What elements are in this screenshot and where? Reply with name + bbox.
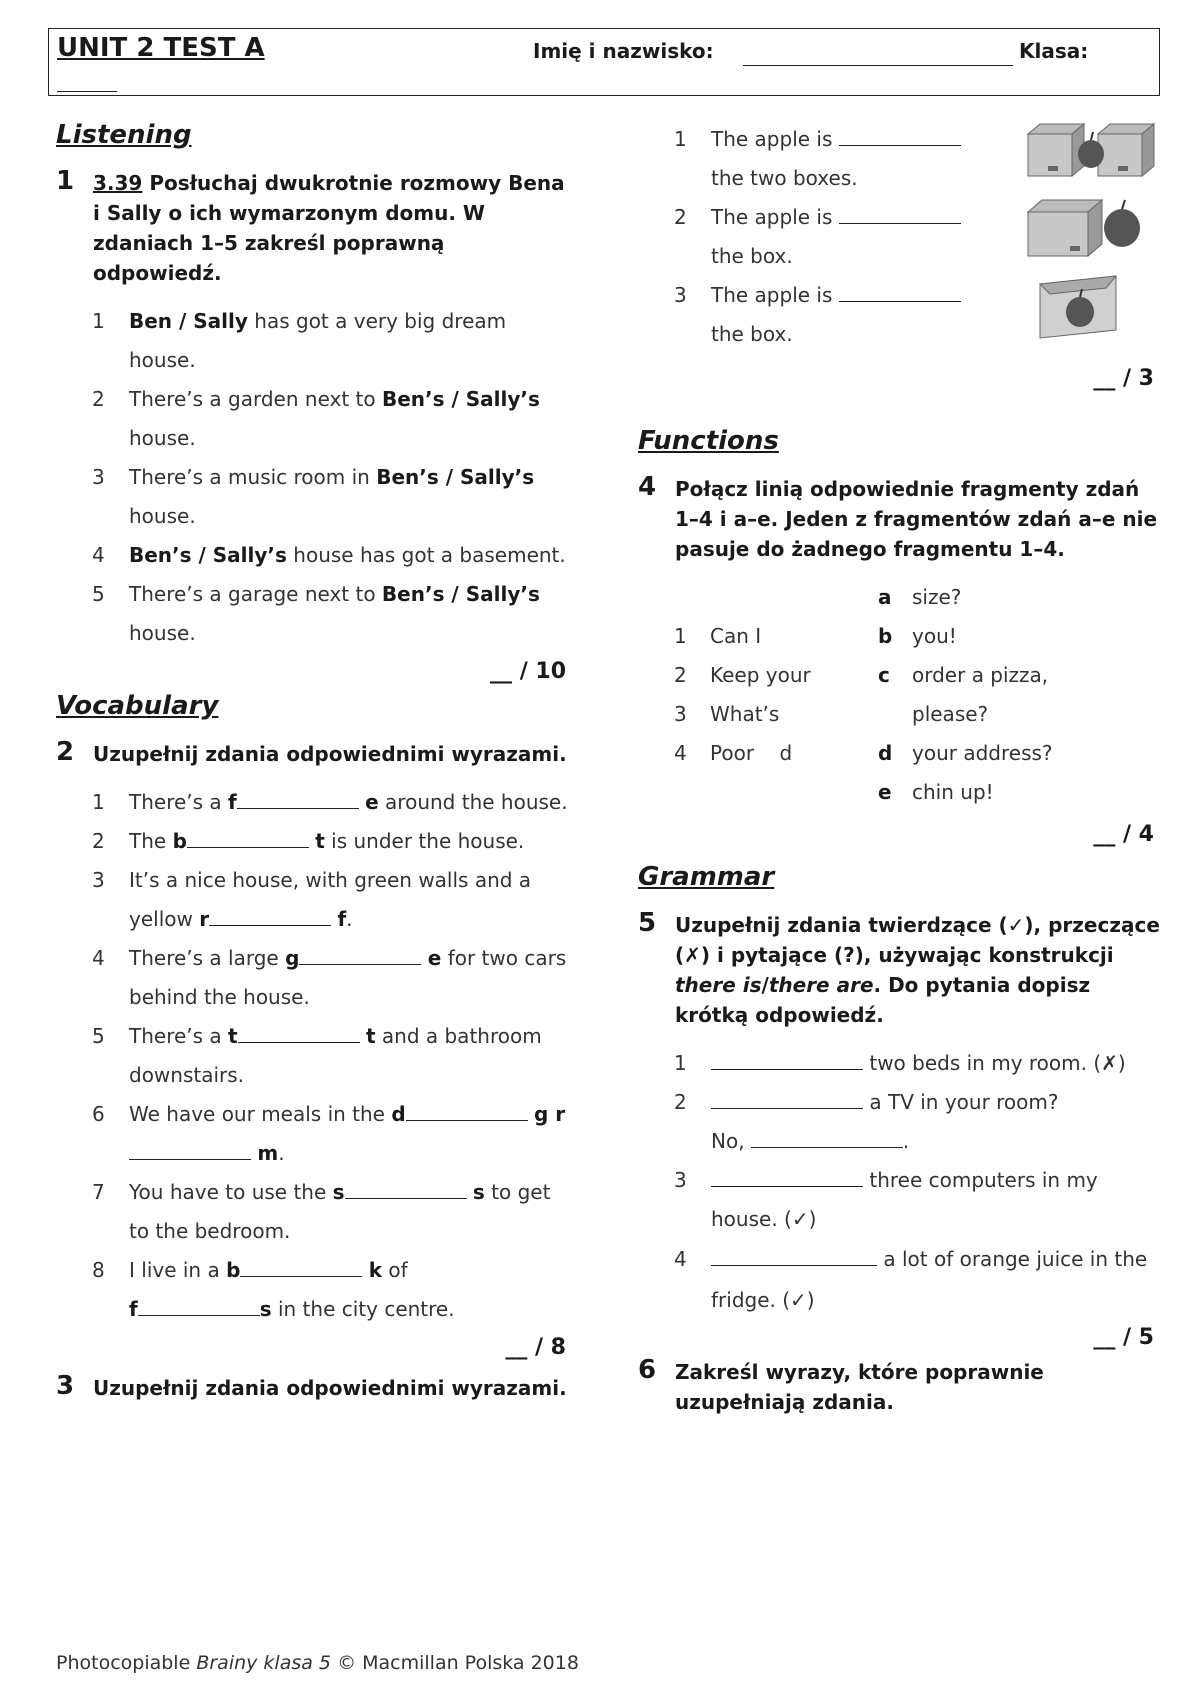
answer-blank[interactable]	[711, 1090, 863, 1109]
answer-blank[interactable]	[240, 1258, 362, 1277]
list-item[interactable]: 3 What’s	[674, 702, 780, 726]
matching-left-column	[674, 617, 844, 773]
apple-next-to-box-picture	[1026, 196, 1146, 258]
answer-blank[interactable]	[129, 1141, 251, 1160]
answer-blank[interactable]	[209, 907, 331, 926]
list-item[interactable]: 1 Can I	[674, 624, 762, 648]
exercise-3-instruction	[56, 1373, 572, 1403]
option-choice[interactable]: Ben’s / Sally’s	[376, 465, 535, 489]
answer-blank[interactable]	[406, 1102, 528, 1121]
exercise-number: 2	[56, 737, 75, 767]
exercise-number: 1	[56, 166, 75, 196]
class-field[interactable]	[57, 91, 117, 92]
list-item[interactable]: 4 Poor d	[674, 741, 793, 765]
list-item[interactable]: d your address?	[878, 741, 1053, 765]
option-choice[interactable]: Ben / Sally	[129, 309, 248, 333]
list-item: 7 You have to use the s s to get to the bedroom.	[92, 1180, 551, 1243]
exercise-4-instruction	[638, 474, 1160, 564]
exercise-number: 6	[638, 1355, 657, 1385]
list-item: 1 The apple is the two boxes.	[674, 120, 1160, 198]
instruction-text: Posłuchaj dwukrotnie rozmowy Bena i Sally o ich wymarzonym domu. W zdaniach 1–5 zakreśl poprawną odpowiedź.	[93, 171, 565, 285]
list-item: 6 We have our meals in the d g r m.	[92, 1102, 566, 1165]
list-item[interactable]: c order a pizza, please?	[878, 663, 1049, 726]
class-label: Klasa:	[1019, 39, 1089, 63]
list-item: 1 two beds in my room. (✗)	[674, 1051, 1126, 1075]
list-item[interactable]: a size?	[878, 585, 962, 609]
answer-blank[interactable]	[839, 205, 961, 224]
option-choice[interactable]: Ben’s / Sally’s	[129, 543, 287, 567]
instruction-text: Połącz linią odpowiednie fragmenty zdań 1–4 i a–e. Jeden z fragmentów zdań a–e nie pasuje do żadnego fragmentu 1–4.	[675, 477, 1158, 561]
list-item: 2 a TV in your room? No, .	[674, 1090, 1059, 1153]
name-label: Imię i nazwisko:	[533, 39, 714, 63]
section-title-functions: Functions	[638, 426, 779, 456]
list-item[interactable]: b you!	[878, 624, 957, 648]
matching-right-column	[878, 578, 1158, 812]
exercise-6-instruction	[638, 1357, 1160, 1417]
list-item: 1 There’s a f e around the house.	[92, 790, 568, 814]
list-item: 3 three computers in my house. (✓)	[674, 1168, 1098, 1231]
exercise-number: 4	[638, 472, 657, 502]
score-exercise-1: __ / 10	[490, 659, 566, 684]
answer-blank[interactable]	[299, 946, 421, 965]
list-item[interactable]: e chin up!	[878, 780, 994, 804]
apple-in-box-picture	[1036, 274, 1122, 340]
exercise-2-items	[56, 783, 572, 1329]
matching-exercise	[638, 578, 1160, 804]
score-exercise-4: __ / 4	[1093, 822, 1154, 847]
list-item: 2 The apple is the box.	[674, 198, 1160, 276]
answer-blank[interactable]	[839, 127, 961, 146]
list-item: 3 There’s a music room in Ben’s / Sally’s house.	[92, 465, 535, 528]
exercise-2-instruction	[56, 739, 572, 769]
list-item: 4 a lot of orange juice in the fridge. (✓)	[674, 1247, 1148, 1312]
exercise-1-instruction	[56, 168, 572, 288]
list-item: 1 Ben / Sally has got a very big dream house.	[92, 309, 507, 372]
list-item: 8 I live in a b k of f s in the city centre.	[92, 1258, 455, 1321]
answer-blank[interactable]	[711, 1247, 877, 1266]
footer-copyright: Photocopiable Brainy klasa 5 © Macmillan Polska 2018	[56, 1652, 579, 1674]
answer-blank[interactable]	[237, 790, 359, 809]
answer-blank[interactable]	[187, 829, 309, 848]
header-box	[48, 28, 1160, 96]
option-choice[interactable]: Ben’s / Sally’s	[381, 582, 540, 606]
section-title-vocabulary: Vocabulary	[56, 691, 219, 721]
test-title: UNIT 2 TEST A	[57, 33, 265, 63]
score-exercise-3: __ / 3	[1093, 366, 1154, 391]
name-field[interactable]	[743, 65, 1013, 66]
score-exercise-5: __ / 5	[1093, 1325, 1154, 1350]
answer-blank[interactable]	[238, 1024, 360, 1043]
list-item: 4 There’s a large g e for two cars behind the house.	[92, 946, 567, 1009]
instruction-text: Uzupełnij zdania odpowiednimi wyrazami.	[93, 1376, 567, 1400]
answer-blank[interactable]	[839, 283, 961, 302]
track-number: 3.39	[93, 171, 143, 195]
list-item: 2 The b t is under the house.	[92, 829, 525, 853]
list-item: 3 It’s a nice house, with green walls and a yellow r f.	[92, 868, 532, 931]
list-item: 5 There’s a garage next to Ben’s / Sally’s house.	[92, 582, 540, 645]
exercise-3-items	[638, 120, 1160, 354]
answer-blank[interactable]	[138, 1297, 260, 1316]
list-item: 4 Ben’s / Sally’s house has got a basement.	[92, 543, 566, 567]
list-item: 5 There’s a t t and a bathroom downstairs.	[92, 1024, 542, 1087]
left-column	[56, 120, 572, 1417]
right-column	[638, 120, 1160, 1431]
list-item: 3 The apple is the box.	[674, 276, 1160, 354]
list-item[interactable]: 2 Keep your	[674, 663, 811, 687]
exercise-1-items	[56, 302, 572, 653]
section-title-grammar: Grammar	[638, 862, 775, 892]
section-title-listening: Listening	[56, 120, 192, 150]
instruction-text: Uzupełnij zdania odpowiednimi wyrazami.	[93, 742, 567, 766]
exercise-number: 5	[638, 908, 657, 938]
exercise-5-items	[638, 1044, 1160, 1321]
instruction-text: Zakreśl wyrazy, które poprawnie uzupełniają zdania.	[675, 1360, 1044, 1414]
apple-between-boxes-picture	[1026, 120, 1156, 180]
option-choice[interactable]: Ben’s / Sally’s	[382, 387, 540, 411]
answer-blank[interactable]	[345, 1180, 467, 1199]
answer-blank[interactable]	[711, 1051, 863, 1070]
exercise-5-instruction: 5 Uzupełnij zdania twierdzące (✓), przeczące (✗) i pytające (?), używając konstrukcji there is/there are. Do pytania dopisz krótką odpowiedź.	[638, 908, 1160, 1027]
list-item: 2 There’s a garden next to Ben’s / Sally’s house.	[92, 387, 540, 450]
answer-blank[interactable]	[751, 1129, 903, 1148]
score-exercise-2: __ / 8	[505, 1335, 566, 1360]
exercise-number: 3	[56, 1371, 75, 1401]
answer-blank[interactable]	[711, 1168, 863, 1187]
